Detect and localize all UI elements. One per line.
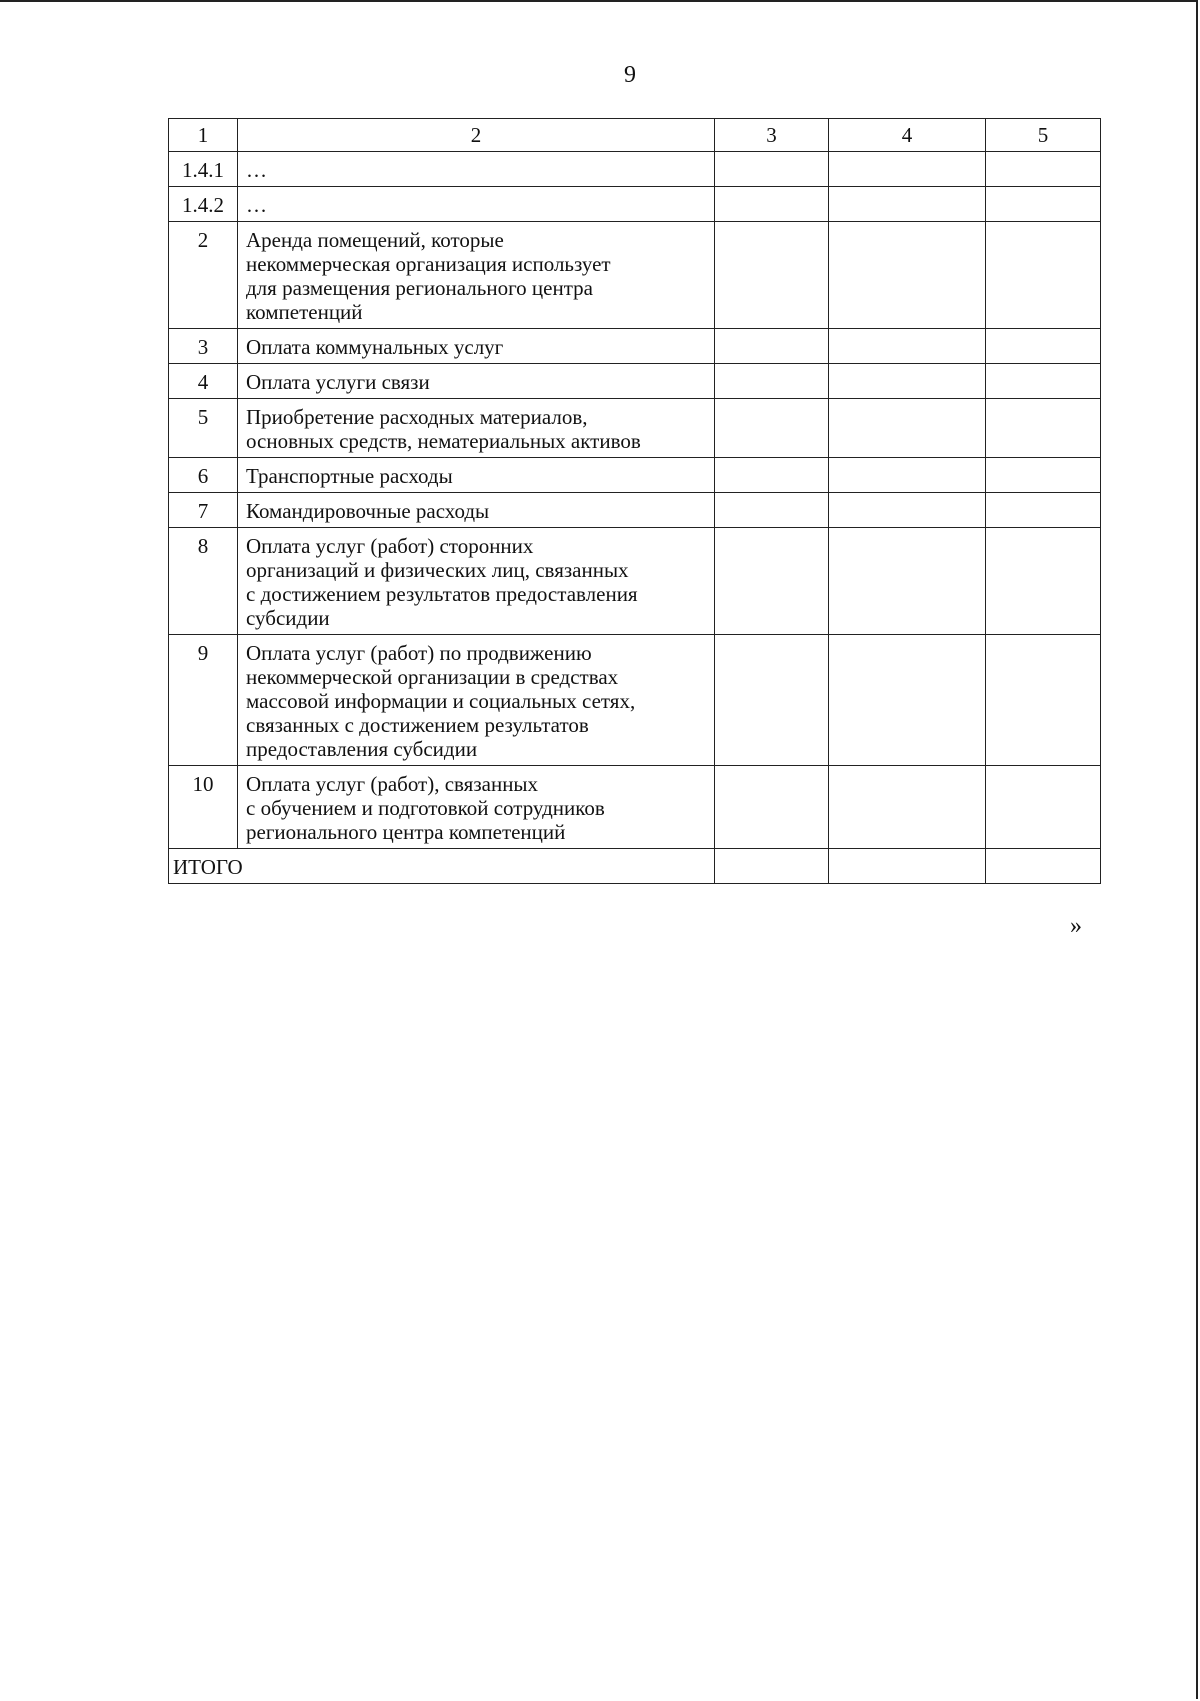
row-number: 3 [169, 329, 238, 364]
table-row [169, 458, 1101, 493]
table-row [169, 766, 1101, 849]
table-row [169, 152, 1101, 187]
row-cell-col3 [715, 187, 829, 222]
column-header-2: 2 [238, 119, 715, 152]
row-number: 10 [169, 766, 238, 849]
total-cell-col4 [829, 849, 986, 884]
total-label: ИТОГО [169, 849, 715, 884]
row-cell-col4 [829, 152, 986, 187]
row-cell-col5 [986, 152, 1101, 187]
row-number: 4 [169, 364, 238, 399]
row-number: 8 [169, 528, 238, 635]
row-cell-col3 [715, 329, 829, 364]
row-description: Командировочные расходы [238, 493, 715, 528]
row-number: 5 [169, 399, 238, 458]
table-header-row [169, 119, 1101, 152]
page-number: 9 [624, 62, 636, 88]
row-cell-col5 [986, 329, 1101, 364]
row-description: Аренда помещений, которые некоммерческая организация использует для размещения регионального центра компетенций [238, 222, 715, 329]
table-row [169, 187, 1101, 222]
row-number: 1.4.2 [169, 187, 238, 222]
row-cell-col3 [715, 222, 829, 329]
row-description: Оплата услуг (работ), связанных с обучением и подготовкой сотрудников регионального центра компетенций [238, 766, 715, 849]
table-row [169, 528, 1101, 635]
total-cell-col3 [715, 849, 829, 884]
row-cell-col4 [829, 458, 986, 493]
row-cell-col5 [986, 364, 1101, 399]
row-description: Транспортные расходы [238, 458, 715, 493]
column-header-3: 3 [715, 119, 829, 152]
row-cell-col4 [829, 329, 986, 364]
row-cell-col4 [829, 635, 986, 766]
row-number: 9 [169, 635, 238, 766]
row-description: Оплата услуг (работ) по продвижению некоммерческой организации в средствах массовой информации и социальных сетях, связанных с достижением результатов предоставления субсидии [238, 635, 715, 766]
table-row [169, 364, 1101, 399]
row-cell-col5 [986, 187, 1101, 222]
row-cell-col5 [986, 766, 1101, 849]
column-header-5: 5 [986, 119, 1101, 152]
row-number: 6 [169, 458, 238, 493]
cost-table [168, 118, 1101, 884]
row-cell-col4 [829, 528, 986, 635]
row-cell-col3 [715, 635, 829, 766]
row-description: Оплата услуги связи [238, 364, 715, 399]
row-cell-col4 [829, 399, 986, 458]
row-cell-col3 [715, 528, 829, 635]
row-cell-col4 [829, 766, 986, 849]
table-total-row [169, 849, 1101, 884]
row-description: Приобретение расходных материалов, основных средств, нематериальных активов [238, 399, 715, 458]
closing-quote-mark: » [1070, 913, 1082, 939]
row-cell-col4 [829, 187, 986, 222]
row-number: 7 [169, 493, 238, 528]
column-header-1: 1 [169, 119, 238, 152]
table-row [169, 399, 1101, 458]
table-row [169, 222, 1101, 329]
row-cell-col3 [715, 766, 829, 849]
row-cell-col5 [986, 399, 1101, 458]
row-description: Оплата услуг (работ) сторонних организаций и физических лиц, связанных с достижением результатов предоставления субсидии [238, 528, 715, 635]
row-cell-col5 [986, 635, 1101, 766]
row-cell-col3 [715, 399, 829, 458]
row-cell-col5 [986, 493, 1101, 528]
row-cell-col4 [829, 222, 986, 329]
row-number: 1.4.1 [169, 152, 238, 187]
row-cell-col5 [986, 222, 1101, 329]
row-cell-col3 [715, 458, 829, 493]
row-description: … [238, 187, 715, 222]
row-description: Оплата коммунальных услуг [238, 329, 715, 364]
row-number: 2 [169, 222, 238, 329]
table-row [169, 329, 1101, 364]
row-cell-col4 [829, 364, 986, 399]
row-cell-col3 [715, 493, 829, 528]
row-cell-col5 [986, 528, 1101, 635]
row-cell-col4 [829, 493, 986, 528]
total-cell-col5 [986, 849, 1101, 884]
row-description: … [238, 152, 715, 187]
table-row [169, 635, 1101, 766]
row-cell-col3 [715, 364, 829, 399]
column-header-4: 4 [829, 119, 986, 152]
row-cell-col3 [715, 152, 829, 187]
table-row [169, 493, 1101, 528]
row-cell-col5 [986, 458, 1101, 493]
